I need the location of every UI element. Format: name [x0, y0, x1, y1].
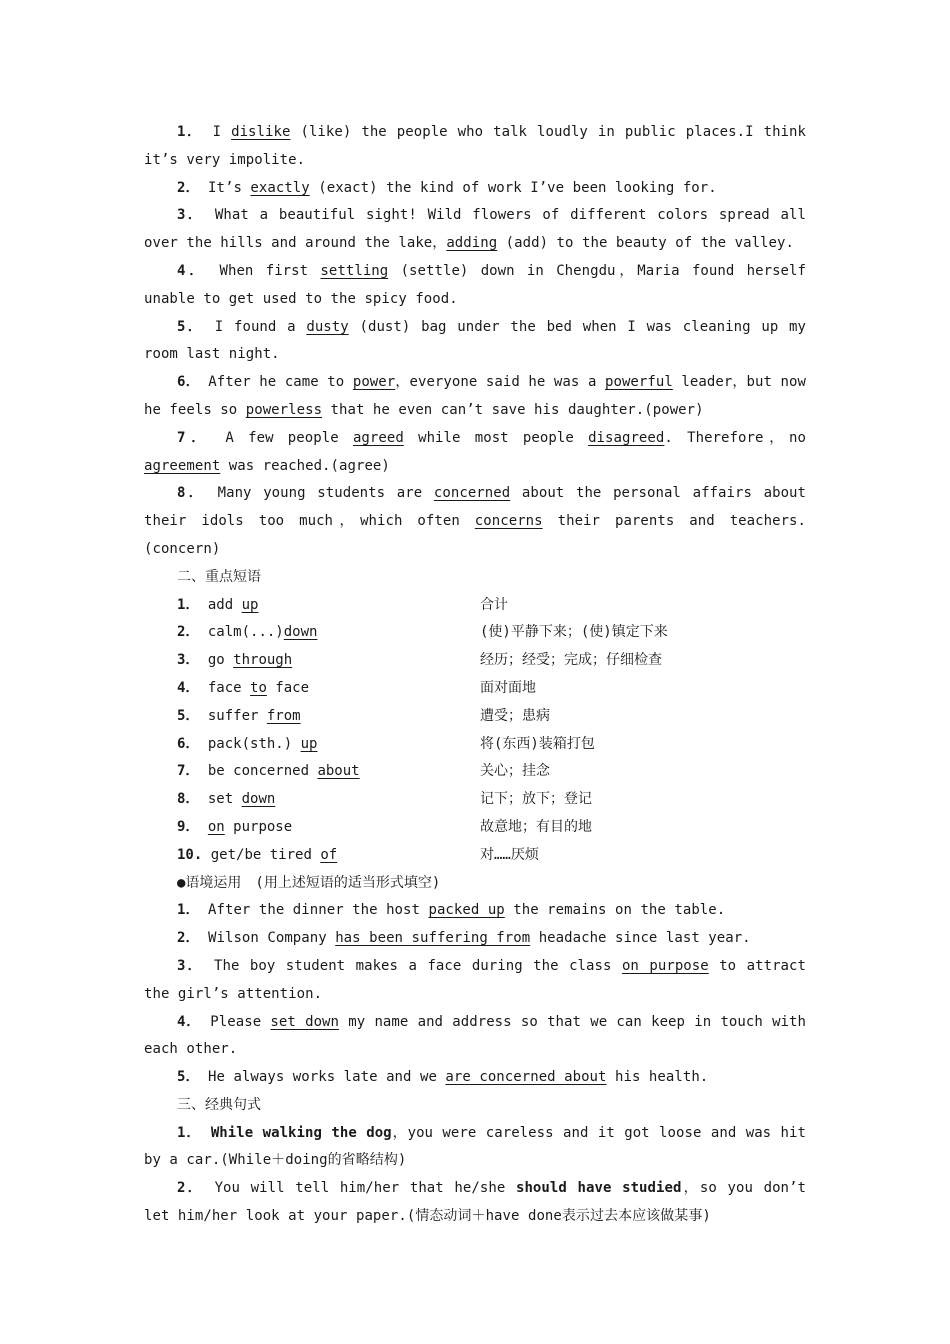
sentence-text: ，you were careless and it got loose and was hit by a car.(While＋doing的省略结构): [144, 1124, 806, 1169]
key-structure: should have studied: [515, 1180, 682, 1197]
phrase-text: [199, 819, 207, 835]
phrase-english: [144, 786, 480, 814]
sentence-text: leader，but now he feels so: [144, 374, 806, 418]
vocab-exercise-item: [144, 425, 806, 481]
phrase-chinese-meaning: 关心；挂念: [480, 763, 550, 780]
item-number: 6．: [177, 735, 200, 752]
context-exercise-item: [144, 1009, 806, 1065]
phrase-row: [144, 703, 806, 731]
phrase-text: get/be tired: [202, 846, 321, 863]
item-number: 3．: [177, 207, 205, 224]
vocab-exercise-item: [144, 202, 806, 258]
phrase-text: be concerned: [199, 763, 318, 780]
answer-blank: settling: [320, 262, 389, 279]
context-exercise-item: [144, 1064, 806, 1092]
item-number: 2．: [177, 179, 200, 196]
sentence-text: After the dinner the host: [199, 902, 429, 919]
sentence-text: What a beautiful sight! Wild flowers of different colors spread all over the hills and around the lake，: [144, 207, 806, 252]
answer-blank: down: [283, 624, 318, 641]
phrase-chinese-meaning: 将(东西)装箱打包: [480, 735, 595, 752]
document-content: [144, 119, 806, 1231]
item-number: 10.: [177, 846, 203, 863]
classic-sentence-item: [144, 1175, 806, 1231]
answer-blank: dusty: [306, 318, 349, 335]
item-number: 5．: [177, 707, 200, 724]
answer-blank: powerless: [245, 401, 323, 418]
context-exercise-list: [144, 897, 806, 1092]
phrase-text: add: [199, 596, 242, 613]
sentence-text: (like) the people who talk loudly in public places.I think it’s very impolite.: [144, 124, 806, 168]
answer-blank: up: [241, 596, 259, 613]
context-exercise-heading: ●语境运用 (用上述短语的适当形式填空): [177, 874, 441, 891]
sentence-text: He always works late and we: [199, 1069, 446, 1086]
section-heading-key-phrases: 二、重点短语: [177, 568, 261, 585]
item-number: 1．: [177, 902, 200, 919]
phrase-row: [144, 731, 806, 759]
vocab-exercise-item: [144, 119, 806, 175]
sentence-text: (settle) down in Chengdu，Maria found herself unable to get used to the spicy food.: [144, 262, 806, 307]
answer-blank: down: [241, 791, 276, 808]
phrase-english: [144, 675, 480, 703]
item-number: 4．: [177, 1013, 202, 1030]
answer-blank: set down: [270, 1013, 340, 1030]
answer-blank: about: [317, 763, 360, 780]
answer-blank: disagreed: [588, 429, 665, 446]
phrase-english: [144, 592, 480, 620]
phrase-row: [144, 842, 806, 870]
item-number: 7．: [177, 763, 200, 780]
sentence-text: (add) to the beauty of the valley.: [497, 235, 794, 252]
classic-sentence-list: [144, 1120, 806, 1231]
sentence-text: A few people: [211, 429, 353, 446]
item-number: 7．: [177, 429, 212, 446]
phrase-text: set: [199, 791, 242, 808]
sentence-text: You will tell him/her that he/she: [203, 1180, 516, 1197]
answer-blank: dislike: [231, 124, 291, 140]
item-number: 2．: [177, 624, 200, 641]
answer-blank: power: [352, 374, 396, 391]
phrase-chinese-meaning: 经历；经受；完成；仔细检查: [480, 652, 662, 669]
sentence-text: ，everyone said he was a: [395, 374, 605, 391]
answer-blank: are concerned about: [445, 1069, 607, 1086]
answer-blank: on purpose: [621, 957, 709, 974]
phrase-text: face: [199, 679, 251, 696]
phrase-row: [144, 814, 806, 842]
item-number: 9．: [177, 818, 200, 835]
key-phrase-list: [144, 592, 806, 870]
section-heading-classic-sentences: 三、经典句式: [177, 1096, 261, 1113]
phrase-chinese-meaning: 面对面地: [480, 679, 536, 696]
answer-blank: packed up: [428, 902, 505, 919]
item-number: 3．: [177, 652, 200, 669]
sentence-text: while most people: [403, 429, 589, 446]
item-number: 3．: [177, 957, 204, 974]
sentence-text: ，so you don’t let him/her look at your paper.(情态动词＋have done表示过去本应该做某事): [144, 1180, 806, 1225]
sentence-text: their parents and teachers.(concern): [144, 513, 806, 557]
phrase-row: [144, 758, 806, 786]
sentence-text: I found a: [204, 318, 307, 335]
sentence-text: to attract the girl’s attention.: [144, 957, 806, 1002]
phrase-row: [144, 592, 806, 620]
item-number: 5．: [177, 318, 205, 335]
answer-blank: through: [233, 652, 293, 669]
sentence-text: The boy student makes a face during the class: [203, 957, 622, 974]
context-exercise-item: [144, 925, 806, 953]
phrase-row: [144, 647, 806, 675]
answer-blank: exactly: [250, 179, 310, 196]
answer-blank: of: [320, 846, 338, 863]
sentence-text: Please: [201, 1013, 271, 1030]
sentence-text: headache since last year.: [530, 930, 751, 947]
phrase-text: face: [266, 679, 310, 696]
answer-blank: agreement: [144, 457, 221, 474]
phrase-row: [144, 786, 806, 814]
item-number: 1．: [177, 596, 200, 613]
phrase-english: [144, 814, 480, 842]
answer-blank: has been suffering from: [335, 930, 531, 947]
sentence-text: his health.: [606, 1069, 709, 1086]
item-number: 8．: [177, 485, 206, 502]
sentence-text: After he came to: [199, 374, 353, 391]
phrase-english: [144, 758, 480, 786]
sentence-text: (dust) bag under the bed when I was cleaning up my room last night.: [144, 318, 806, 363]
sentence-text: (exact) the kind of work I’ve been looking for.: [309, 179, 717, 196]
sentence-text: was reached.(agree): [220, 457, 390, 474]
item-number: 5．: [177, 1069, 200, 1086]
sentence-text: Wilson Company: [199, 930, 336, 947]
vocab-exercise-item: [144, 314, 806, 370]
sentence-text: that he even can’t save his daughter.(power): [322, 401, 704, 418]
answer-blank: concerns: [474, 513, 543, 530]
item-number: 2．: [177, 1180, 204, 1197]
phrase-chinese-meaning: 合计: [480, 596, 508, 613]
answer-blank: powerful: [605, 374, 673, 391]
phrase-english: [144, 619, 480, 647]
sentence-text: . Therefore，no: [664, 429, 806, 446]
sentence-text: the remains on the table.: [504, 902, 726, 919]
sentence-text: about the personal affairs about their idols too much，which often: [144, 485, 807, 530]
item-number: 4．: [177, 262, 208, 279]
answer-blank: adding: [446, 235, 498, 252]
phrase-text: calm(...): [199, 624, 284, 641]
classic-sentence-item: [144, 1120, 806, 1176]
answer-blank: agreed: [352, 429, 404, 446]
vocab-exercise-item: [144, 480, 806, 563]
sentence-text: I: [202, 124, 232, 140]
sentence-text: When first: [207, 262, 321, 279]
item-number: 6．: [177, 374, 200, 391]
phrase-text: purpose: [224, 818, 293, 835]
answer-blank: from: [266, 707, 301, 724]
answer-blank: on: [207, 818, 225, 835]
phrase-text: suffer: [199, 707, 267, 724]
vocab-exercise-list: [144, 119, 806, 564]
phrase-row: [144, 675, 806, 703]
key-structure: While walking the dog: [201, 1124, 392, 1141]
phrase-chinese-meaning: 故意地；有目的地: [480, 818, 592, 835]
phrase-english: [144, 842, 480, 870]
phrase-text: pack(sth.): [199, 735, 301, 752]
item-number: 1．: [177, 124, 203, 140]
sentence-text: Many young students are: [205, 485, 434, 502]
phrase-text: go: [199, 652, 234, 669]
answer-blank: to: [250, 679, 267, 696]
phrase-chinese-meaning: 对……厌烦: [480, 846, 539, 863]
item-number: 2．: [177, 930, 200, 947]
context-exercise-item: [144, 953, 806, 1009]
phrase-english: [144, 731, 480, 759]
phrase-row: [144, 619, 806, 647]
phrase-chinese-meaning: (使)平静下来；(使)镇定下来: [480, 624, 668, 641]
answer-blank: up: [300, 735, 318, 752]
phrase-chinese-meaning: 遭受；患病: [480, 707, 550, 724]
context-exercise-item: [144, 897, 806, 925]
sentence-text: my name and address so that we can keep in touch with each other.: [144, 1013, 806, 1058]
phrase-english: [144, 647, 480, 675]
item-number: 1．: [177, 1124, 202, 1141]
item-number: 4．: [177, 679, 200, 696]
phrase-english: [144, 703, 480, 731]
vocab-exercise-item: [144, 369, 806, 425]
sentence-text: It’s: [199, 179, 251, 196]
item-number: 8．: [177, 791, 200, 808]
vocab-exercise-item: [144, 175, 806, 203]
phrase-chinese-meaning: 记下；放下；登记: [480, 791, 592, 808]
vocab-exercise-item: [144, 258, 806, 314]
answer-blank: concerned: [433, 485, 511, 502]
